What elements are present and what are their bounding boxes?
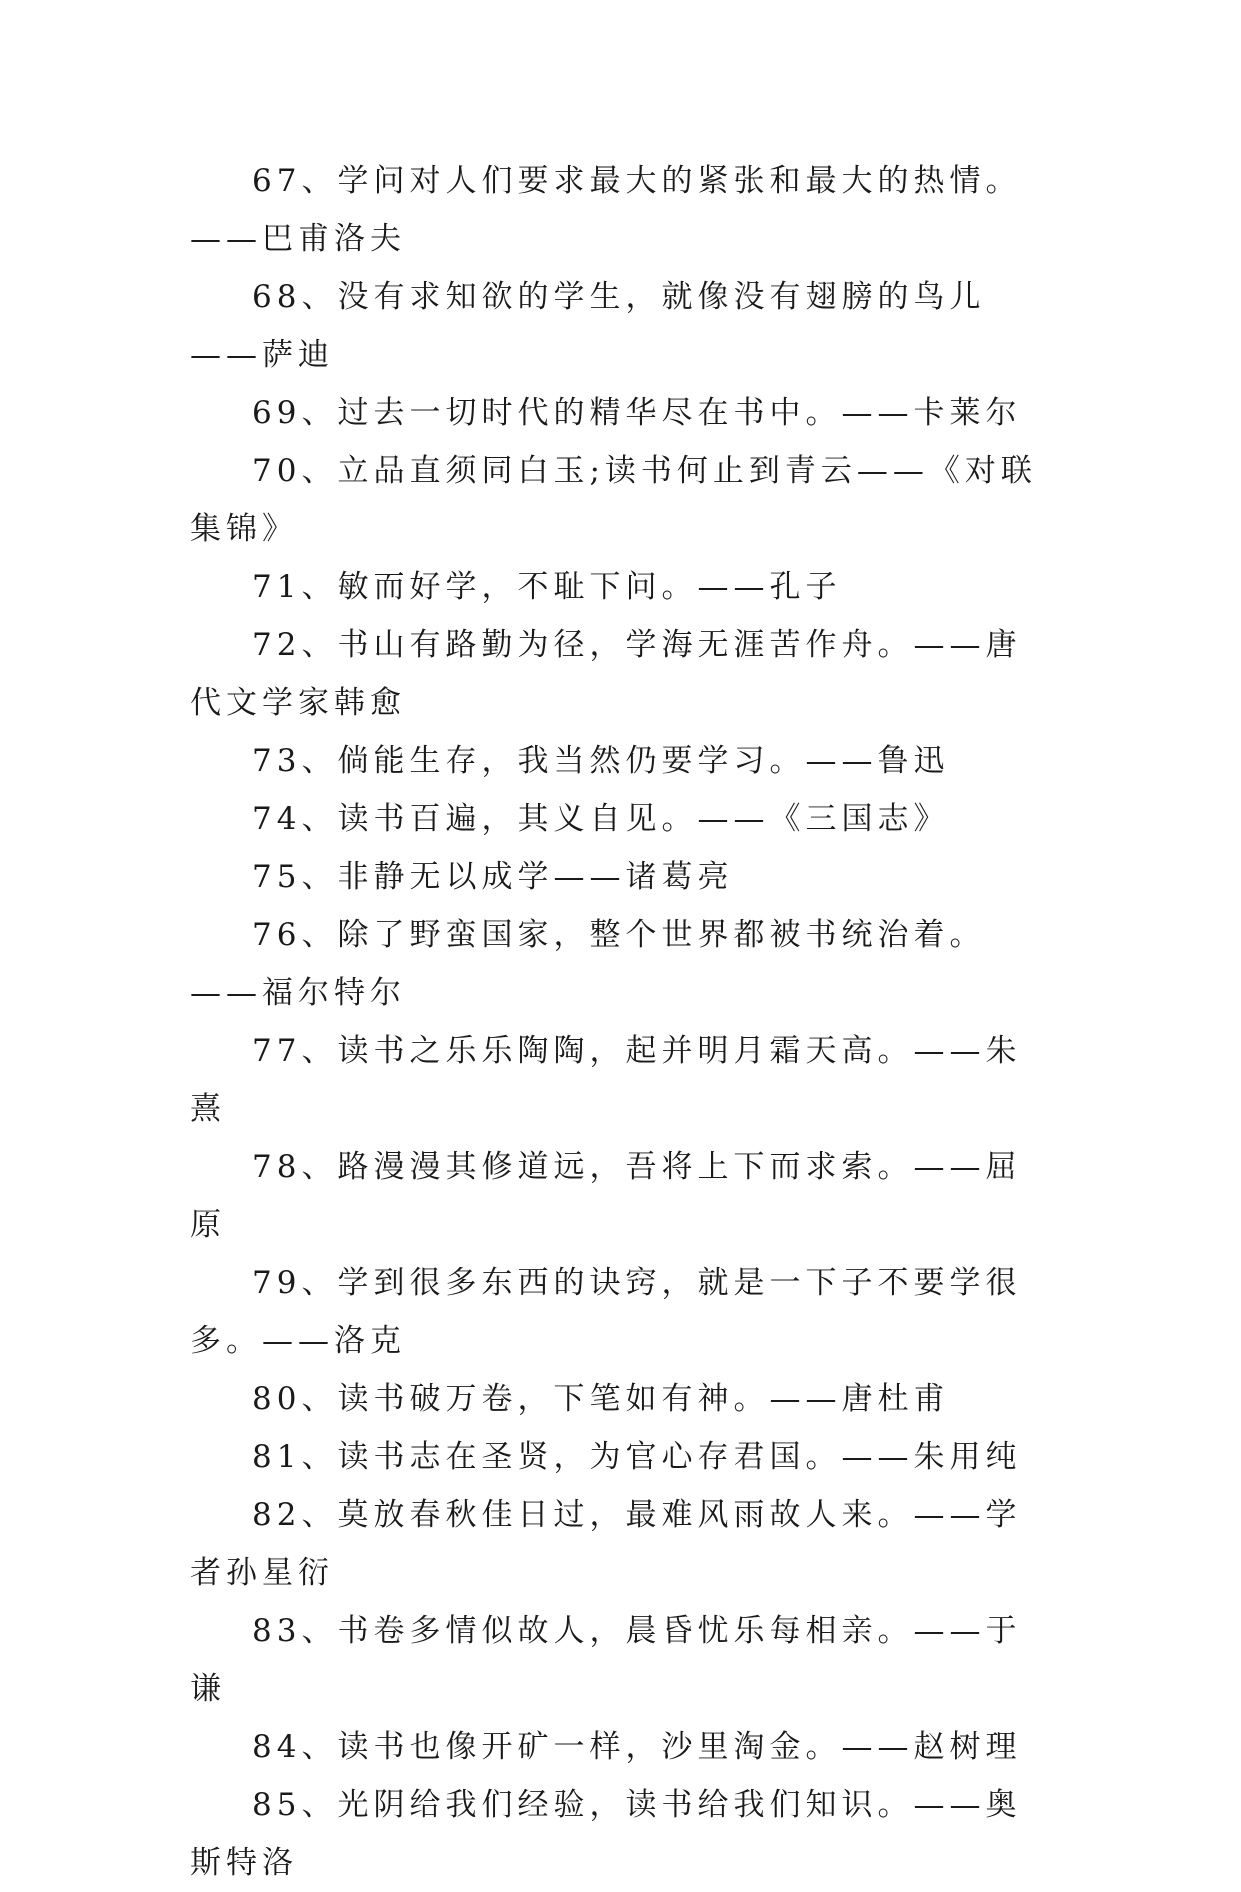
quote-81: 81、读书志在圣贤，为官心存君国。——朱用纯: [252, 1439, 1022, 1475]
quote-75: 75、非静无以成学——诸葛亮: [252, 859, 734, 895]
quote-72: 72、书山有路勤为径，学海无涯苦作舟。——唐代文学家韩愈: [190, 627, 1022, 721]
quote-82: 82、莫放春秋佳日过，最难风雨故人来。——学者孙星衍: [190, 1497, 1022, 1591]
quote-71: 71、敏而好学，不耻下问。——孔子: [252, 569, 842, 605]
quote-70: 70、立品直须同白玉;读书何止到青云——《对联集锦》: [190, 453, 1037, 547]
quote-67: 67、学问对人们要求最大的紧张和最大的热情。——巴甫洛夫: [190, 163, 1022, 257]
quote-74: 74、读书百遍，其义自见。——《三国志》: [252, 801, 950, 837]
quote-79: 79、学到很多东西的诀窍，就是一下子不要学很多。——洛克: [190, 1265, 1022, 1359]
quote-78: 78、路漫漫其修道远，吾将上下而求索。——屈原: [190, 1149, 1022, 1243]
quote-85: 85、光阴给我们经验，读书给我们知识。——奥斯特洛: [190, 1787, 1022, 1881]
quote-83: 83、书卷多情似故人，晨昏忧乐每相亲。——于谦: [190, 1613, 1022, 1707]
quote-69: 69、过去一切时代的精华尽在书中。——卡莱尔: [252, 395, 1022, 431]
quote-77: 77、读书之乐乐陶陶，起并明月霜天高。——朱熹: [190, 1033, 1022, 1127]
quote-84: 84、读书也像开矿一样，沙里淘金。——赵树理: [252, 1729, 1022, 1765]
quote-73: 73、倘能生存，我当然仍要学习。——鲁迅: [252, 743, 950, 779]
quote-80: 80、读书破万卷，下笔如有神。——唐杜甫: [252, 1381, 950, 1417]
quote-76: 76、除了野蛮国家，整个世界都被书统治着。——福尔特尔: [190, 917, 986, 1011]
quote-68: 68、没有求知欲的学生，就像没有翅膀的鸟儿——萨迪: [190, 279, 986, 373]
